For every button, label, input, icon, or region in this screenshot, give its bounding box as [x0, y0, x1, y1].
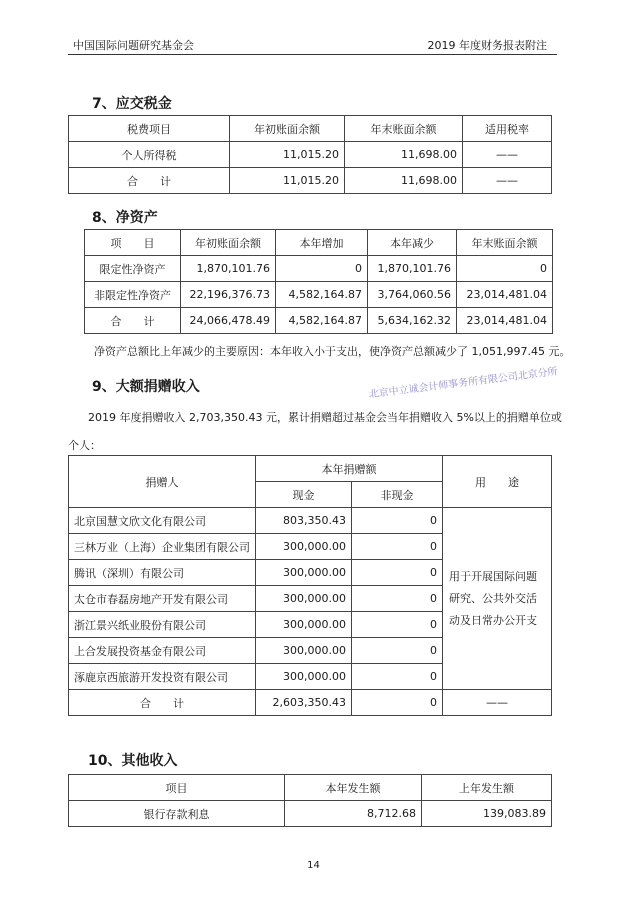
table-header-cell: 项 目	[85, 230, 181, 256]
table-cell: 11,015.20	[230, 168, 345, 194]
donation-paragraph-cont: 个人：	[68, 439, 101, 452]
page-number: 14	[307, 860, 320, 871]
table-cell: 0	[352, 612, 443, 638]
table-header-cell: 非现金	[352, 482, 443, 508]
table-cell: 非限定性净资产	[85, 282, 181, 308]
table-cell: 0	[352, 638, 443, 664]
table-cell: 0	[352, 508, 443, 534]
table-header-row	[69, 456, 552, 482]
section-7-title: 7、应交税金	[92, 96, 172, 112]
donation-paragraph: 2019 年度捐赠收入 2,703,350.43 元，累计捐赠超过基金会当年捐赠收入 5%以上的捐赠单位或	[88, 411, 562, 424]
table-cell: 0	[352, 690, 443, 716]
table-cell: 23,014,481.04	[457, 308, 553, 334]
table-cell: 限定性净资产	[85, 256, 181, 282]
tax-table	[68, 115, 552, 194]
table-header-cell: 适用税率	[463, 116, 552, 142]
table-cell: 0	[352, 586, 443, 612]
header-rule	[68, 54, 557, 55]
table-cell: 涿鹿京西旅游开发投资有限公司	[69, 664, 256, 690]
table-cell: 上合发展投资基金有限公司	[69, 638, 256, 664]
table-cell: 8,712.68	[285, 801, 422, 827]
table-cell: 22,196,376.73	[181, 282, 276, 308]
table-row	[69, 508, 552, 534]
table-header-cell: 年末账面余额	[345, 116, 463, 142]
section-8-title: 8、净资产	[92, 210, 158, 226]
table-header-cell: 本年捐赠额	[256, 456, 443, 482]
table-header-cell: 税费项目	[69, 116, 230, 142]
table-cell: 5,634,162.32	[368, 308, 457, 334]
table-cell: 300,000.00	[256, 560, 352, 586]
table-cell: 合 计	[69, 690, 256, 716]
table-cell: 24,066,478.49	[181, 308, 276, 334]
table-cell: 803,350.43	[256, 508, 352, 534]
table-cell: 11,015.20	[230, 142, 345, 168]
table-cell: 个人所得税	[69, 142, 230, 168]
table-header-row	[85, 230, 553, 256]
table-header-cell: 本年增加	[276, 230, 368, 256]
table-cell: 11,698.00	[345, 168, 463, 194]
table-cell: 三林万业（上海）企业集团有限公司	[69, 534, 256, 560]
table-cell: 3,764,060.56	[368, 282, 457, 308]
table-row	[85, 256, 553, 282]
table-cell: 300,000.00	[256, 586, 352, 612]
net-assets-table	[84, 229, 553, 334]
table-cell: 腾讯（深圳）有限公司	[69, 560, 256, 586]
table-row	[69, 168, 552, 194]
table-header-cell: 年初账面余额	[181, 230, 276, 256]
table-cell: 合 计	[85, 308, 181, 334]
header-report-title: 2019 年度财务报表附注	[427, 39, 547, 52]
table-header-cell: 本年减少	[368, 230, 457, 256]
table-header-cell: 捐赠人	[69, 456, 256, 508]
table-cell: 0	[457, 256, 553, 282]
table-cell: ——	[463, 168, 552, 194]
donation-purpose: 用于开展国际问题研究、公共外交活动及日常办公开支	[443, 508, 552, 690]
table-row	[69, 142, 552, 168]
table-cell: 23,014,481.04	[457, 282, 553, 308]
table-cell: 300,000.00	[256, 638, 352, 664]
table-total-row	[69, 690, 552, 716]
table-cell: 4,582,164.87	[276, 282, 368, 308]
table-cell: ——	[443, 690, 552, 716]
table-cell: 139,083.89	[422, 801, 552, 827]
table-header-row	[69, 775, 552, 801]
table-header-cell: 上年发生额	[422, 775, 552, 801]
table-cell: ——	[463, 142, 552, 168]
table-cell: 1,870,101.76	[368, 256, 457, 282]
table-header-cell: 项目	[69, 775, 285, 801]
section-10-title: 10、其他收入	[88, 753, 178, 769]
table-cell: 300,000.00	[256, 534, 352, 560]
table-cell: 0	[276, 256, 368, 282]
table-header-cell: 年初账面余额	[230, 116, 345, 142]
table-cell: 0	[352, 560, 443, 586]
table-cell: 银行存款利息	[69, 801, 285, 827]
table-cell: 合 计	[69, 168, 230, 194]
table-row	[69, 801, 552, 827]
other-income-table	[68, 774, 552, 827]
section-9-title: 9、大额捐赠收入	[92, 379, 200, 395]
table-header-cell: 本年发生额	[285, 775, 422, 801]
table-header-cell: 现金	[256, 482, 352, 508]
table-cell: 2,603,350.43	[256, 690, 352, 716]
table-cell: 11,698.00	[345, 142, 463, 168]
table-header-cell: 年末账面余额	[457, 230, 553, 256]
table-cell: 1,870,101.76	[181, 256, 276, 282]
table-cell: 0	[352, 664, 443, 690]
table-cell: 0	[352, 534, 443, 560]
table-cell: 300,000.00	[256, 612, 352, 638]
auditor-stamp: 北京中立诚会计师事务所有限公司北京分所	[368, 366, 559, 401]
table-cell: 浙江景兴纸业股份有限公司	[69, 612, 256, 638]
net-assets-note: 净资产总额比上年减少的主要原因：本年收入小于支出，使净资产总额减少了 1,051,997.45 元。	[94, 345, 571, 358]
table-cell: 北京国慧文欣文化有限公司	[69, 508, 256, 534]
table-cell: 300,000.00	[256, 664, 352, 690]
table-row	[85, 282, 553, 308]
donations-table	[68, 455, 552, 716]
table-header-cell: 用 途	[443, 456, 552, 508]
table-cell: 太仓市春磊房地产开发有限公司	[69, 586, 256, 612]
table-header-row	[69, 116, 552, 142]
header-org-name: 中国国际问题研究基金会	[73, 39, 194, 52]
table-row	[85, 308, 553, 334]
table-cell: 4,582,164.87	[276, 308, 368, 334]
